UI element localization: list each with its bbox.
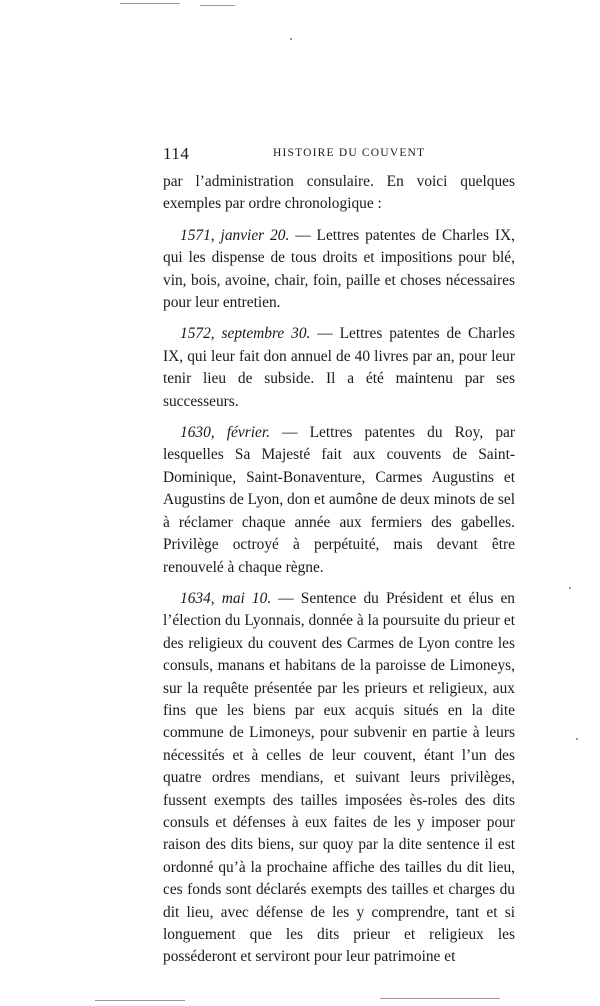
entry-date: 1572, septembre 30. — [180, 325, 311, 343]
entry-paragraph — [163, 588, 515, 969]
bottom-edge-rule — [95, 1000, 185, 1001]
entry-paragraph — [163, 323, 515, 413]
entry-paragraph — [163, 422, 515, 579]
entry-date: 1634, mai 10. — [180, 589, 272, 607]
entry-date: 1571, janvier 20. — [180, 226, 290, 244]
scan-speck — [290, 38, 292, 40]
running-head: HISTOIRE DU COUVENT — [273, 147, 426, 159]
entry-text: — Sentence du Président et élus en l’élection du Lyonnais, donnée à la poursuite du prieur et des religieux du couvent des Carmes de Lyon contre les consuls, manans et habitans de la paroisse de Limoneys, sur la requête présentée par les prieurs et religieux, aux fins que les biens par eux acquis situés en la dite commune de Limoneys, pour subvenir en partie à leurs nécessités et à celles de leur couvent, étant l’un des quatre ordres mendians, et suivant leurs privilèges, fussent exempts des tailles imposées ès-roles des dits consuls et défenses à eux faites de les y imposer pour raison des dits biens, sur quoy par la dite sentence il est ordonné qu’à la prochaine affiche des tailles du dit lieu, ces fonds sont déclarés exempts des tailles et charges du dit lieu, avec défense de les y comprendre, tant et si longuement que les dits prieur et religieux les posséderont et serviront pour leur patrimoine et — [163, 589, 515, 966]
body-text — [163, 171, 515, 969]
entry-date: 1630, février. — [180, 424, 270, 442]
page-header — [163, 144, 515, 166]
intro-paragraph: par l’administration consulaire. En voici quelques exemples par ordre chronologique : — [163, 173, 515, 213]
scan-speck — [569, 587, 571, 589]
entry-text: — Lettres patentes de Charles IX, qui les dispense de tous droits et impositions pour blé, vin, bois, avoine, chair, foin, paille et choses nécessaires pour leur entretien. — [163, 226, 515, 312]
entry-text: — Lettres patentes de Charles IX, qui leur fait don annuel de 40 livres par an, pour leur tenir lieu de subside. Il a été maintenu par ses successeurs. — [163, 325, 516, 410]
top-edge-rule — [120, 3, 180, 4]
entry-text: — Lettres patentes du Roy, par lesquelles Sa Majesté fait aux couvents de Saint-Dominique, Saint-Bonaventure, Carmes Augustins et Augustins de Lyon, don et aumône de deux minots de sel à réclamer chaque année aux fermiers des gabelles. Privilège octroyé à perpétuité, mais devant être renouvelé à chaque règne. — [163, 424, 515, 576]
top-edge-rule-right — [200, 5, 235, 6]
bottom-edge-rule-right — [380, 998, 500, 999]
scan-speck — [576, 738, 578, 740]
entry-paragraph — [163, 225, 515, 315]
page-number: 114 — [163, 144, 190, 163]
